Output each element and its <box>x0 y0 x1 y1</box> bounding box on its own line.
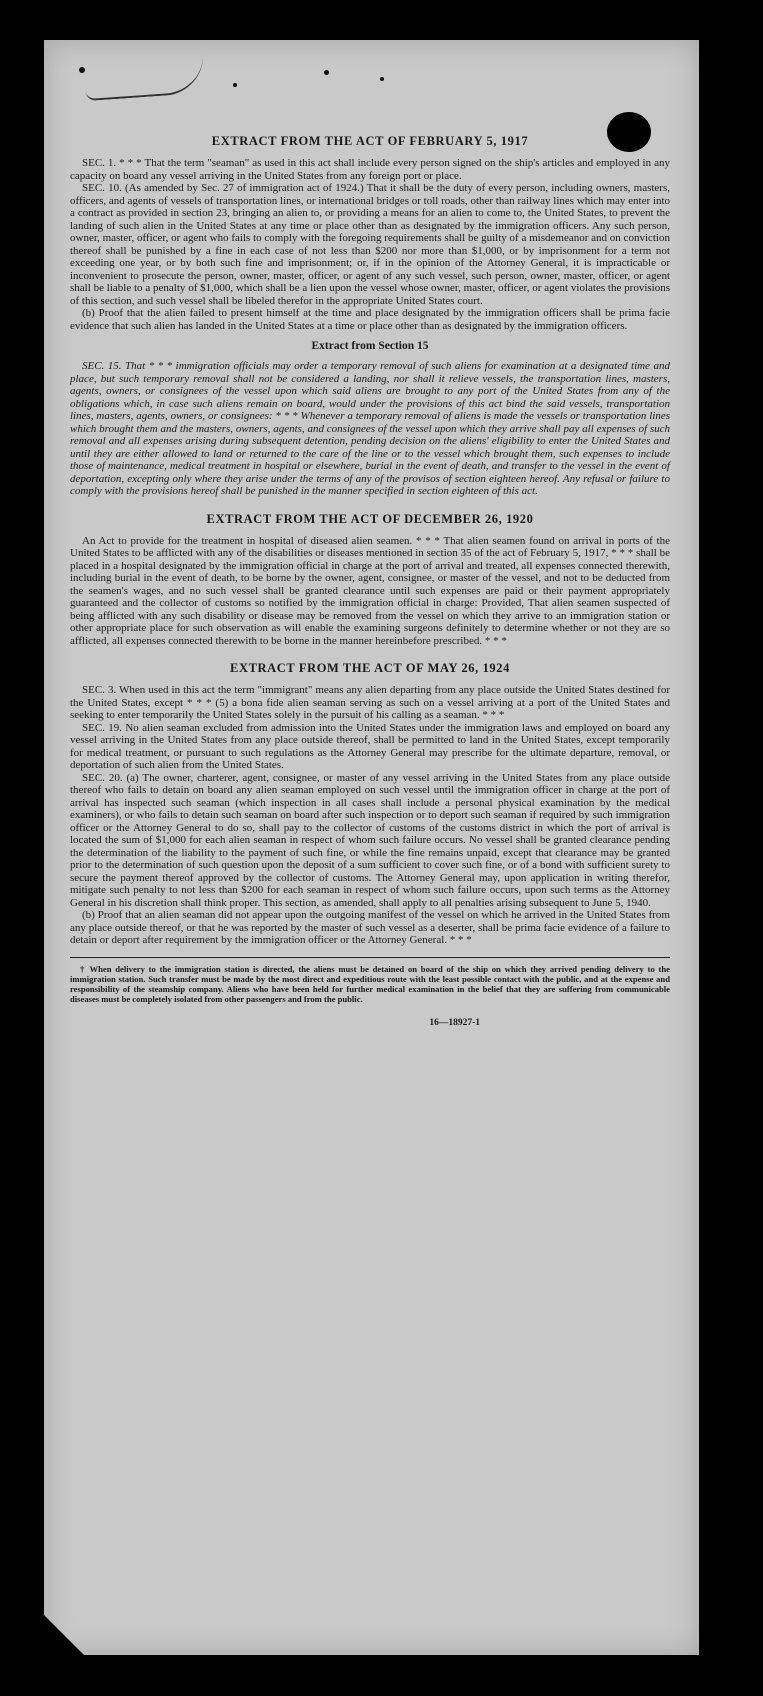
section-heading: EXTRACT FROM THE ACT OF DECEMBER 26, 1920 <box>206 511 534 526</box>
paragraph: SEC. 20. (a) The owner, charterer, agent, consignee, or master of any vessel arriving in the United States from any place outside thereof who fails to detain on board any alien seaman employed on such vessel until the immigration officer in charge at the port of arrival has inspected such seaman (which inspection in all cases shall include a personal physical examination by the medical examiners), or who fails to detain such seaman on board after such inspection or to deport such seaman if required by such immigration officer or the Attorney General to do so, shall pay to the collector of customs of the customs district in which the port of arrival is located the sum of $1,000 for each alien seaman in respect of whom such failure occurs. No vessel shall be granted clearance pending the determination of the liability to the payment of such fine, or while the fine remains unpaid, except that clearance may be granted prior to the determination of such question upon the deposit of a sum sufficient to cover such fine, or of a bond with sufficient surety to secure the payment thereof approved by the collector of customs. The Attorney General may, upon application in writing therefor, mitigate such penalty to not less than $200 for each seaman in respect of whom such failure occurs, upon such terms as the Attorney General in his discretion shall think proper. This section, as amended, shall apply to all penalties arising subsequent to June 5, 1940. <box>70 771 670 909</box>
folded-corner <box>44 1615 84 1655</box>
paragraph: SEC. 19. No alien seaman excluded from admission into the United States under the immigration laws and employed on board any vessel arriving in the United States from any place outside thereof, shall be permitted to land in the United States, except temporarily for medical treatment, or pursuant to such regulations as the Attorney General may prescribe for the ultimate departure, removal, or deportation of such alien from the United States. <box>70 721 670 771</box>
ink-speck <box>79 67 85 73</box>
section-heading: EXTRACT FROM THE ACT OF FEBRUARY 5, 1917 <box>211 134 529 148</box>
paragraph: SEC. 10. (As amended by Sec. 27 of immigration act of 1924.) That it shall be the duty of every person, including owners, masters, officers, and agents of vessels of transportation lines, or international bridges or toll roads, other than railway lines which may enter into a contract as provided in section 23, bringing an alien to, or providing a means for an alien to come to, the United States, to prevent the landing of such alien in the United States at any time or place other than as designated by the immigration officers. Any such person, owner, master, officer, or agent who fails to comply with the foregoing requirements shall be guilty of a misdemeanor and on conviction thereof shall be punished by a fine in each case of not less than $200 nor more than $1,000, or by imprisonment for a term not exceeding one year, or by both such fine and imprisonment; or, if in the opinion of the Attorney General, it is impracticable or inconvenient to prosecute the person, owner, master, officer, or agent of any such vessel, such person, owner, master, officer, or agent shall be liable to a penalty of $1,000, which shall be a lien upon the vessel whose owner, master, officer, or agent violates the provisions of this section, and such vessel shall be libeled therefor in the appropriate United States court. <box>70 182 670 307</box>
section-heading: Extract from Section 15 <box>311 340 429 352</box>
footnote: † When delivery to the immigration station is directed, the aliens must be detained on board of the ship on which they arrived pending delivery to the immigration station. Such transfer must be made by the most direct and expeditious route with the least possible contact with the public, and at the expense and responsibility of the steamship company. Aliens who have been held for further medical examination in the belief that they are suffering from communicable diseases must be completely isolated from other passengers and from the public. <box>70 963 670 1004</box>
paragraph: An Act to provide for the treatment in hospital of diseased alien seamen. * * * That alien seamen found on arrival in ports of the United States to be afflicted with any of the disabilities or diseases mentioned in section 35 of the act of February 5, 1917, * * * shall be placed in a hospital designated by the immigration official in charge at the port of arrival and treated, all expenses connected therewith, including burial in the event of death, to be borne by the owner, agent, consignee, or master of the vessel, and not to be deducted from the seamen's wages, and no such vessel shall be granted clearance until such expenses are paid or their payment appropriately guaranteed and the collector of customs so notified by the immigration official in charge: Provided, That alien seamen suspected of being afflicted with any such disability or disease may be removed from the vessel on which they arrive to an immigration station or other appropriate place for such observation as will enable the examining surgeons definitely to determine whether or not they are so afflicted, all expenses connected therewith to be borne in the manner hereinbefore prescribed. * * * <box>70 534 670 647</box>
section-act-1917 <box>70 134 670 332</box>
section-15-extract <box>70 340 670 498</box>
paragraph: (b) Proof that the alien failed to present himself at the time and place designated by the immigration officers shall be prima facie evidence that such alien has landed in the United States at a time or place other than as designated by the immigration officers. <box>70 307 670 332</box>
ink-speck <box>380 77 384 81</box>
ink-speck <box>233 83 237 87</box>
section-act-1924 <box>70 661 670 947</box>
paragraph: SEC. 3. When used in this act the term "immigrant" means any alien departing from any place outside the United States destined for the United States, except * * * (5) a bona fide alien seaman serving as such on a vessel arriving at a port of the United States and seeking to enter temporarily the United States solely in the pursuit of his calling as a seaman. * * * <box>70 684 670 721</box>
paragraph: SEC. 1. * * * That the term "seaman" as used in this act shall include every person signed on the ship's articles and employed in any capacity on board any vessel arriving in the United States from any foreign port or place. <box>70 157 670 182</box>
document-body <box>70 134 670 1028</box>
section-act-1920 <box>70 512 670 648</box>
footnote-divider <box>70 957 670 958</box>
section-heading: EXTRACT FROM THE ACT OF MAY 26, 1924 <box>230 661 510 675</box>
paragraph: (b) Proof that an alien seaman did not appear upon the outgoing manifest of the vessel on which he arrived in the United States from any place outside thereof, or that he was reported by the master of such vessel as a deserter, shall be prima facie evidence of a failure to detain or deport after requirement by the immigration officer or the Attorney General. * * * <box>70 909 670 946</box>
form-number: 16—18927-1 <box>429 1017 480 1028</box>
paragraph: SEC. 15. That * * * immigration officials may order a temporary removal of such aliens for examination at a designated time and place, but such temporary removal shall not be considered a landing, nor shall it relieve vessels, the transportation lines, masters, agents, owners, or consignees of the vessel upon which said aliens are brought to any port of the United States from any of the obligations which, in case such aliens remain on board, would under the provisions of this act bind the said vessels, transportation lines, masters, agents, owners, or consignees: * * * Whenever a temporary removal of aliens is made the vessels or transportation lines which brought them and the masters, owners, agents, and consignees of the vessel upon which they arrive shall pay all expenses of such removal and all expenses arising during subsequent detention, pending decision on the aliens' eligibility to enter the United States and until they are either allowed to land or returned to the care of the line or to the vessel which brought them, such expenses to include those of maintenance, medical treatment in hospital or elsewhere, burial in the event of death, and transfer to the vessel in the event of deportation, excepting only where they arise under the terms of any of the provisos of section eighteen hereof. Any refusal or failure to comply with the provisions hereof shall be punished in the manner specified in section eighteen of this act. <box>70 360 670 497</box>
ink-speck <box>324 70 329 75</box>
paper-tear <box>82 40 206 101</box>
document-page <box>44 40 699 1655</box>
